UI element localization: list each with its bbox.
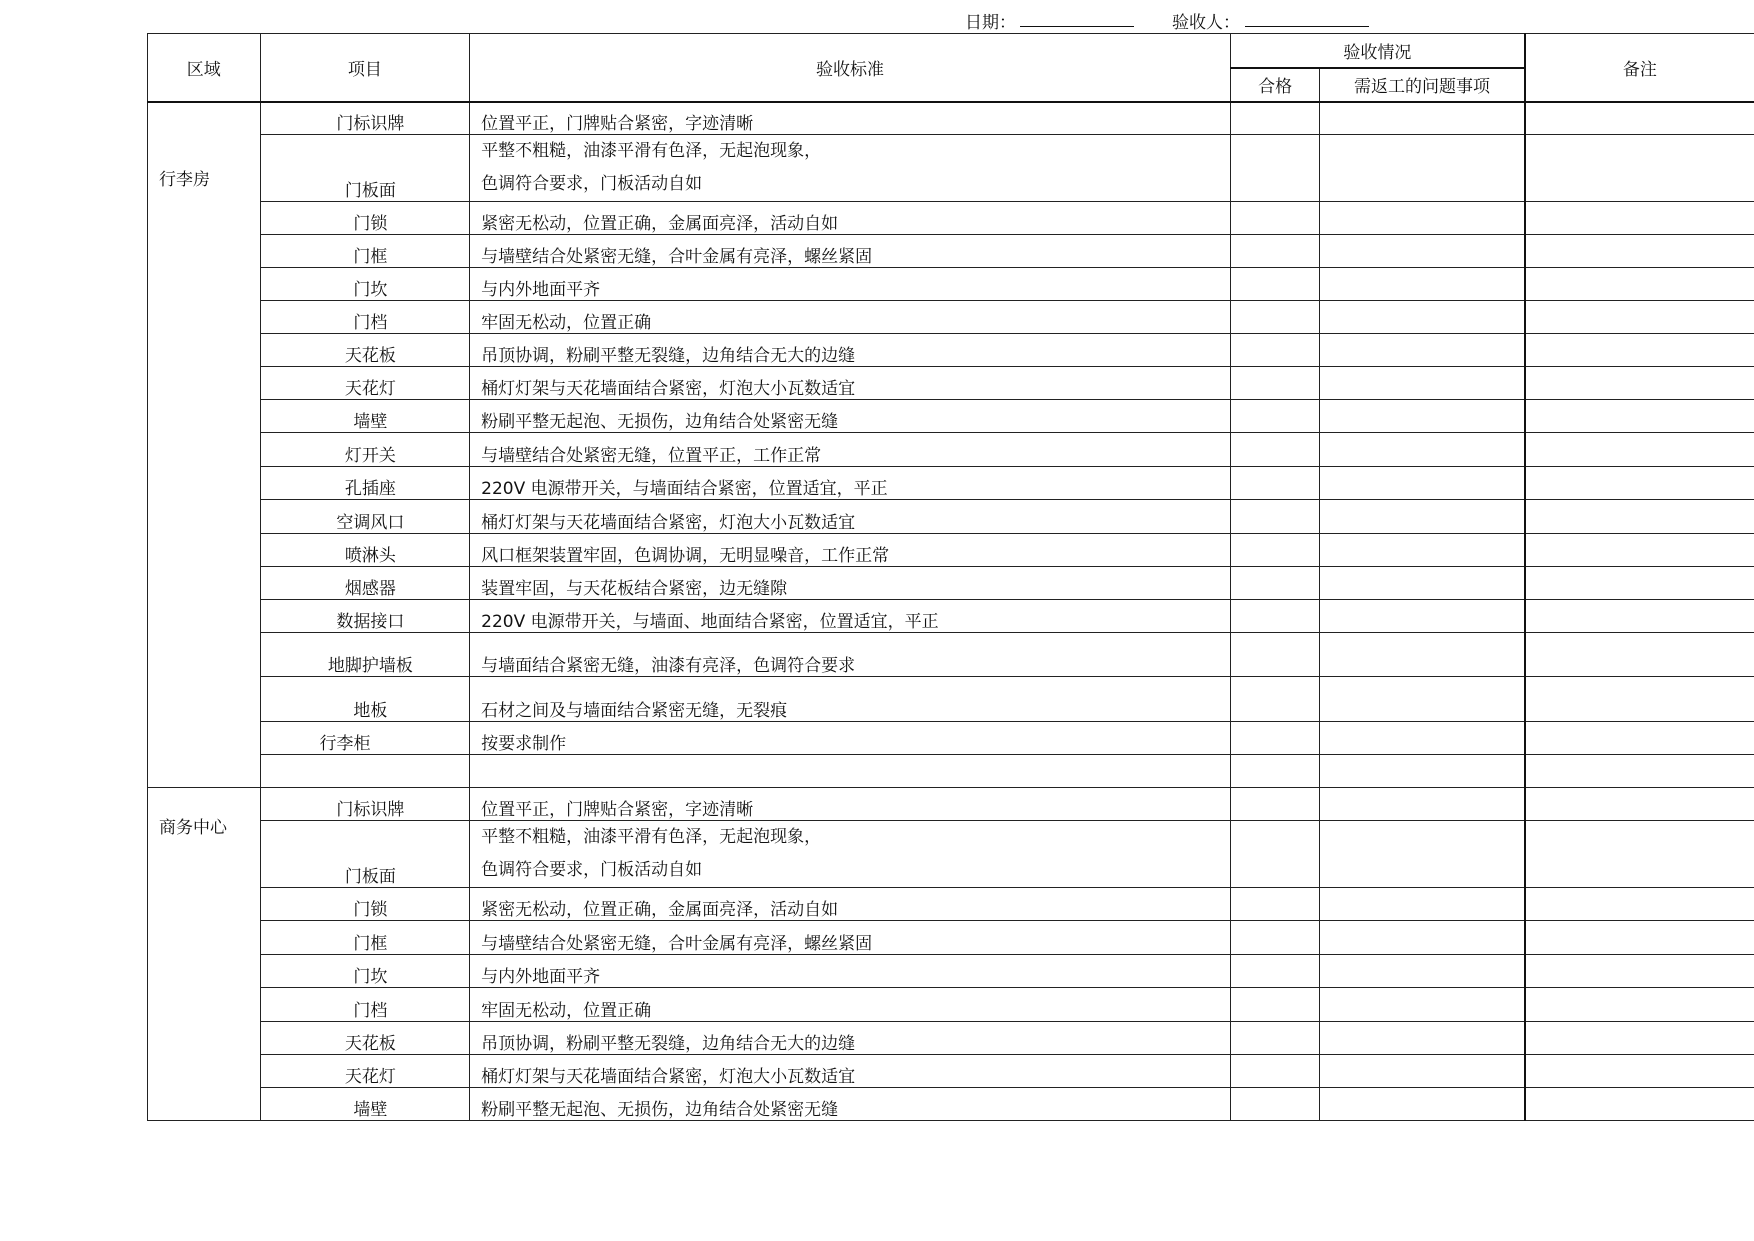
standard-line: 与墙壁结合处紧密无缝，合叶金属有亮泽，螺丝紧固 xyxy=(481,247,873,267)
standard-line: 桶灯灯架与天花墙面结合紧密，灯泡大小瓦数适宜 xyxy=(481,379,856,399)
standard-line: 220V 电源带开关，与墙面结合紧密，位置适宜，平正 xyxy=(481,479,888,499)
remark-cell[interactable] xyxy=(1525,955,1754,988)
rework-cell[interactable] xyxy=(1320,567,1525,600)
rework-cell[interactable] xyxy=(1320,534,1525,567)
item-cell: 空调风口 xyxy=(260,500,470,534)
rework-cell[interactable] xyxy=(1320,821,1525,888)
standard-line: 风口框架装置牢固，色调协调，无明显噪音，工作正常 xyxy=(481,546,890,566)
pass-cell[interactable] xyxy=(1230,888,1319,921)
item-cell: 灯开关 xyxy=(260,433,470,467)
rework-cell[interactable] xyxy=(1320,202,1525,235)
table-row xyxy=(148,955,1754,988)
item-cell: 天花灯 xyxy=(260,1055,470,1088)
pass-cell[interactable] xyxy=(1230,367,1319,400)
pass-cell[interactable] xyxy=(1230,268,1319,301)
standard-cell xyxy=(470,988,1231,1022)
pass-cell[interactable] xyxy=(1230,722,1319,755)
item-cell: 地脚护墙板 xyxy=(260,633,470,677)
rework-cell[interactable] xyxy=(1320,467,1525,500)
rework-cell[interactable] xyxy=(1320,500,1525,534)
pass-cell[interactable] xyxy=(1230,955,1319,988)
rework-cell[interactable] xyxy=(1320,268,1525,301)
pass-cell[interactable] xyxy=(1230,633,1319,677)
rework-cell[interactable] xyxy=(1320,988,1525,1022)
standard-cell xyxy=(470,367,1231,400)
standard-cell xyxy=(470,1088,1231,1121)
column-header-remark: 备注 xyxy=(1525,34,1754,102)
standard-cell xyxy=(470,821,1231,888)
pass-cell[interactable] xyxy=(1230,334,1319,367)
table-row xyxy=(148,235,1754,268)
table-row xyxy=(148,268,1754,301)
standard-line: 粉刷平整无起泡、无损伤，边角结合处紧密无缝 xyxy=(481,1100,839,1120)
rework-cell[interactable] xyxy=(1320,301,1525,334)
item-cell: 门框 xyxy=(260,235,470,268)
pass-cell[interactable] xyxy=(1230,1055,1319,1088)
table-row xyxy=(148,1088,1754,1121)
standard-cell xyxy=(470,400,1231,433)
rework-cell[interactable] xyxy=(1320,400,1525,433)
rework-cell[interactable] xyxy=(1320,755,1525,788)
table-row xyxy=(148,633,1754,677)
pass-cell[interactable] xyxy=(1230,1022,1319,1055)
item-cell: 行李柜 xyxy=(260,722,470,755)
remark-cell[interactable] xyxy=(1525,400,1754,433)
remark-cell[interactable] xyxy=(1525,567,1754,600)
pass-cell[interactable] xyxy=(1230,202,1319,235)
inspection-table xyxy=(147,33,1754,1121)
pass-cell[interactable] xyxy=(1230,467,1319,500)
standard-line: 与墙壁结合处紧密无缝，位置平正，工作正常 xyxy=(481,446,822,466)
standard-cell xyxy=(470,235,1231,268)
date-blank-line[interactable] xyxy=(1020,26,1134,27)
pass-cell[interactable] xyxy=(1230,788,1319,821)
remark-cell[interactable] xyxy=(1525,988,1754,1022)
standard-line: 平整不粗糙，油漆平滑有色泽，无起泡现象， xyxy=(481,141,822,161)
item-cell: 门板面 xyxy=(260,135,470,202)
standard-cell xyxy=(470,567,1231,600)
rework-cell[interactable] xyxy=(1320,433,1525,467)
rework-cell[interactable] xyxy=(1320,677,1525,722)
pass-cell[interactable] xyxy=(1230,433,1319,467)
table-row xyxy=(148,921,1754,955)
pass-cell[interactable] xyxy=(1230,677,1319,722)
inspector-label: 验收人： xyxy=(1172,13,1240,33)
item-cell: 门坎 xyxy=(260,955,470,988)
remark-cell[interactable] xyxy=(1525,921,1754,955)
remark-cell[interactable] xyxy=(1525,467,1754,500)
standard-cell xyxy=(470,722,1231,755)
standard-cell xyxy=(470,135,1231,202)
table-row xyxy=(148,467,1754,500)
table-row xyxy=(148,821,1754,888)
item-cell: 天花灯 xyxy=(260,367,470,400)
column-header-standard: 验收标准 xyxy=(470,34,1231,102)
remark-cell[interactable] xyxy=(1525,788,1754,821)
table-row xyxy=(148,334,1754,367)
inspector-blank-line[interactable] xyxy=(1245,26,1369,27)
table-row xyxy=(148,888,1754,921)
rework-cell[interactable] xyxy=(1320,235,1525,268)
table-row xyxy=(148,1022,1754,1055)
remark-cell[interactable] xyxy=(1525,722,1754,755)
remark-cell[interactable] xyxy=(1525,102,1754,135)
table-row xyxy=(148,988,1754,1022)
standard-line: 色调符合要求，门板活动自如 xyxy=(481,174,703,194)
rework-cell[interactable] xyxy=(1320,955,1525,988)
standard-cell xyxy=(470,268,1231,301)
pass-cell[interactable] xyxy=(1230,1088,1319,1121)
column-header-item: 项目 xyxy=(260,34,470,102)
standard-line: 位置平正，门牌贴合紧密，字迹清晰 xyxy=(481,114,754,134)
table-row xyxy=(148,301,1754,334)
rework-cell[interactable] xyxy=(1320,722,1525,755)
item-cell: 喷淋头 xyxy=(260,534,470,567)
area-cell: 行李房 xyxy=(148,102,261,788)
remark-cell[interactable] xyxy=(1525,202,1754,235)
table-row xyxy=(148,788,1754,821)
standard-cell xyxy=(470,921,1231,955)
standard-cell xyxy=(470,534,1231,567)
pass-cell[interactable] xyxy=(1230,135,1319,202)
item-cell: 门锁 xyxy=(260,888,470,921)
item-cell: 门坎 xyxy=(260,268,470,301)
table-row xyxy=(148,367,1754,400)
remark-cell[interactable] xyxy=(1525,135,1754,202)
table-row xyxy=(148,400,1754,433)
standard-cell xyxy=(470,633,1231,677)
remark-cell[interactable] xyxy=(1525,367,1754,400)
date-label: 日期： xyxy=(965,13,1016,33)
standard-cell xyxy=(470,467,1231,500)
standard-line: 与内外地面平齐 xyxy=(481,280,601,300)
standard-line: 220V 电源带开关，与墙面、地面结合紧密，位置适宜，平正 xyxy=(481,612,939,632)
item-cell: 门档 xyxy=(260,988,470,1022)
table-row xyxy=(148,722,1754,755)
item-cell xyxy=(260,755,470,788)
table-row xyxy=(148,677,1754,722)
standard-line: 位置平正，门牌贴合紧密，字迹清晰 xyxy=(481,800,754,820)
standard-cell xyxy=(470,433,1231,467)
standard-cell xyxy=(470,888,1231,921)
item-cell: 墙壁 xyxy=(260,400,470,433)
column-header-rework: 需返工的问题事项 xyxy=(1320,68,1525,102)
table-row xyxy=(148,102,1754,135)
standard-cell xyxy=(470,755,1231,788)
rework-cell[interactable] xyxy=(1320,600,1525,633)
rework-cell[interactable] xyxy=(1320,1088,1525,1121)
standard-cell xyxy=(470,955,1231,988)
standard-cell xyxy=(470,677,1231,722)
standard-line: 与内外地面平齐 xyxy=(481,967,601,987)
pass-cell[interactable] xyxy=(1230,500,1319,534)
item-cell: 门框 xyxy=(260,921,470,955)
item-cell: 门标识牌 xyxy=(260,102,470,135)
rework-cell[interactable] xyxy=(1320,888,1525,921)
standard-line: 色调符合要求，门板活动自如 xyxy=(481,860,703,880)
pass-cell[interactable] xyxy=(1230,567,1319,600)
standard-cell xyxy=(470,301,1231,334)
standard-cell xyxy=(470,1022,1231,1055)
remark-cell[interactable] xyxy=(1525,1022,1754,1055)
remark-cell[interactable] xyxy=(1525,268,1754,301)
area-cell: 商务中心 xyxy=(148,788,261,1121)
rework-cell[interactable] xyxy=(1320,367,1525,400)
remark-cell[interactable] xyxy=(1525,1055,1754,1088)
item-cell: 门锁 xyxy=(260,202,470,235)
table-row xyxy=(148,135,1754,202)
column-header-status-group: 验收情况 xyxy=(1230,34,1524,68)
standard-cell xyxy=(470,1055,1231,1088)
rework-cell[interactable] xyxy=(1320,102,1525,135)
rework-cell[interactable] xyxy=(1320,1022,1525,1055)
standard-line: 与墙壁结合处紧密无缝，合叶金属有亮泽，螺丝紧固 xyxy=(481,934,873,954)
pass-cell[interactable] xyxy=(1230,755,1319,788)
remark-cell[interactable] xyxy=(1525,1088,1754,1121)
rework-cell[interactable] xyxy=(1320,921,1525,955)
standard-line: 牢固无松动，位置正确 xyxy=(481,1001,652,1021)
standard-line: 按要求制作 xyxy=(481,734,567,754)
remark-cell[interactable] xyxy=(1525,633,1754,677)
rework-cell[interactable] xyxy=(1320,788,1525,821)
standard-line: 牢固无松动，位置正确 xyxy=(481,313,652,333)
standard-line: 紧密无松动，位置正确，金属面亮泽，活动自如 xyxy=(481,900,839,920)
table-row xyxy=(148,534,1754,567)
remark-cell[interactable] xyxy=(1525,500,1754,534)
standard-line: 石材之间及与墙面结合紧密无缝，无裂痕 xyxy=(481,701,788,721)
standard-line: 装置牢固，与天花板结合紧密，边无缝隙 xyxy=(481,579,788,599)
remark-cell[interactable] xyxy=(1525,755,1754,788)
item-cell: 墙壁 xyxy=(260,1088,470,1121)
item-cell: 天花板 xyxy=(260,334,470,367)
standard-cell xyxy=(470,788,1231,821)
table-row xyxy=(148,433,1754,467)
remark-cell[interactable] xyxy=(1525,821,1754,888)
pass-cell[interactable] xyxy=(1230,988,1319,1022)
rework-cell[interactable] xyxy=(1320,1055,1525,1088)
standard-line: 与墙面结合紧密无缝，油漆有亮泽，色调符合要求 xyxy=(481,656,856,676)
table-row xyxy=(148,755,1754,788)
table-row xyxy=(148,600,1754,633)
pass-cell[interactable] xyxy=(1230,400,1319,433)
remark-cell[interactable] xyxy=(1525,301,1754,334)
standard-line: 粉刷平整无起泡、无损伤，边角结合处紧密无缝 xyxy=(481,412,839,432)
table-row xyxy=(148,500,1754,534)
standard-cell xyxy=(470,334,1231,367)
pass-cell[interactable] xyxy=(1230,235,1319,268)
pass-cell[interactable] xyxy=(1230,821,1319,888)
standard-line: 桶灯灯架与天花墙面结合紧密，灯泡大小瓦数适宜 xyxy=(481,1067,856,1087)
inspection-table-body xyxy=(148,102,1754,1121)
item-cell: 门标识牌 xyxy=(260,788,470,821)
rework-cell[interactable] xyxy=(1320,135,1525,202)
remark-cell[interactable] xyxy=(1525,534,1754,567)
pass-cell[interactable] xyxy=(1230,921,1319,955)
standard-line: 吊顶协调，粉刷平整无裂缝，边角结合无大的边缝 xyxy=(481,1034,856,1054)
standard-line: 紧密无松动，位置正确，金属面亮泽，活动自如 xyxy=(481,214,839,234)
standard-line: 吊顶协调，粉刷平整无裂缝，边角结合无大的边缝 xyxy=(481,346,856,366)
item-cell: 烟感器 xyxy=(260,567,470,600)
item-cell: 天花板 xyxy=(260,1022,470,1055)
remark-cell[interactable] xyxy=(1525,888,1754,921)
pass-cell[interactable] xyxy=(1230,534,1319,567)
pass-cell[interactable] xyxy=(1230,301,1319,334)
standard-cell xyxy=(470,600,1231,633)
remark-cell[interactable] xyxy=(1525,334,1754,367)
item-cell: 门板面 xyxy=(260,821,470,888)
remark-cell[interactable] xyxy=(1525,677,1754,722)
remark-cell[interactable] xyxy=(1525,235,1754,268)
pass-cell[interactable] xyxy=(1230,102,1319,135)
standard-cell xyxy=(470,102,1231,135)
standard-cell xyxy=(470,500,1231,534)
item-cell: 地板 xyxy=(260,677,470,722)
table-row xyxy=(148,1055,1754,1088)
remark-cell[interactable] xyxy=(1525,600,1754,633)
standard-line: 桶灯灯架与天花墙面结合紧密，灯泡大小瓦数适宜 xyxy=(481,513,856,533)
rework-cell[interactable] xyxy=(1320,334,1525,367)
item-cell: 门档 xyxy=(260,301,470,334)
standard-cell xyxy=(470,202,1231,235)
remark-cell[interactable] xyxy=(1525,433,1754,467)
rework-cell[interactable] xyxy=(1320,633,1525,677)
item-cell: 数据接口 xyxy=(260,600,470,633)
standard-line: 平整不粗糙，油漆平滑有色泽，无起泡现象， xyxy=(481,827,822,847)
pass-cell[interactable] xyxy=(1230,600,1319,633)
column-header-pass: 合格 xyxy=(1230,68,1319,102)
table-row xyxy=(148,567,1754,600)
table-row xyxy=(148,202,1754,235)
column-header-area: 区域 xyxy=(148,34,261,102)
item-cell: 孔插座 xyxy=(260,467,470,500)
